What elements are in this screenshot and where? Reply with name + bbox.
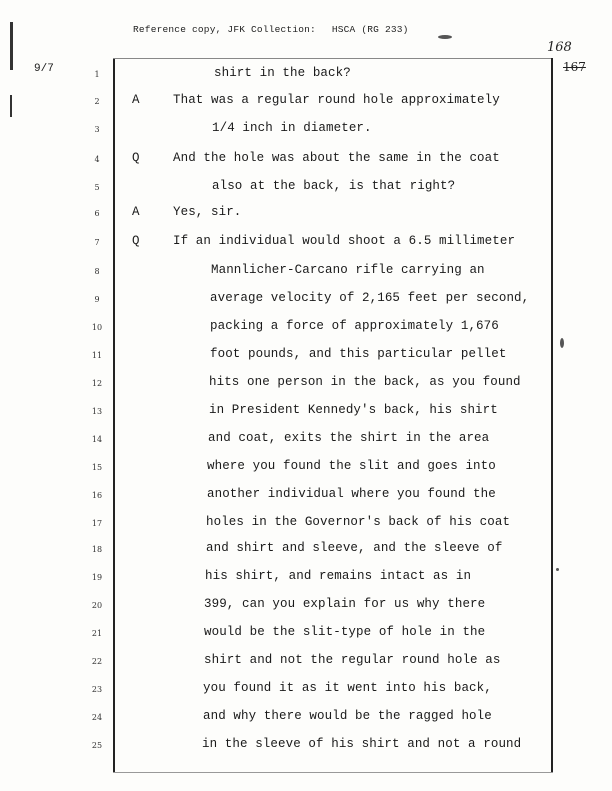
transcript-line [0, 263, 612, 283]
line-number: 16 [91, 491, 103, 500]
line-number: 19 [91, 573, 103, 582]
line-text: shirt and not the regular round hole as [204, 653, 501, 667]
speaker-label: A [132, 205, 140, 219]
transcript-line [0, 597, 612, 617]
line-text: Mannlicher-Carcano rifle carrying an [211, 263, 485, 277]
line-text: That was a regular round hole approximately [173, 93, 500, 107]
line-text: in President Kennedy's back, his shirt [209, 403, 498, 417]
line-text: and why there would be the ragged hole [203, 709, 492, 723]
line-text: where you found the slit and goes into [207, 459, 496, 473]
line-number: 11 [91, 351, 103, 360]
line-number: 5 [94, 183, 100, 192]
header-code: HSCA (RG 233) [331, 24, 409, 35]
page-number-old: 167 [563, 60, 586, 74]
transcript-line [0, 347, 612, 367]
line-number: 1 [94, 70, 100, 79]
transcript-line [0, 66, 612, 86]
transcript-line [0, 291, 612, 311]
line-text: foot pounds, and this particular pellet [210, 347, 507, 361]
speaker-label: Q [132, 151, 140, 165]
line-text: 399, can you explain for us why there [204, 597, 486, 611]
margin-date-note: 9/7 [34, 63, 54, 75]
line-text: also at the back, is that right? [212, 179, 456, 193]
line-number: 14 [91, 435, 103, 444]
line-number: 22 [91, 657, 103, 666]
transcript-line [0, 375, 612, 395]
line-text: And the hole was about the same in the coat [173, 151, 500, 165]
line-number: 9 [94, 295, 100, 304]
line-number: 15 [91, 463, 103, 472]
line-number: 24 [91, 713, 103, 722]
line-number: 7 [94, 238, 100, 247]
speaker-label: A [132, 93, 140, 107]
transcript-line [0, 319, 612, 339]
transcript-line [0, 179, 612, 199]
archive-header [133, 24, 409, 35]
line-text: his shirt, and remains intact as in [205, 569, 472, 583]
line-text: holes in the Governor's back of his coat [206, 515, 511, 529]
transcript-line [0, 151, 612, 171]
transcript-line [0, 93, 612, 113]
transcript-line [0, 681, 612, 701]
line-text: in the sleeve of his shirt and not a round [202, 737, 522, 751]
line-number: 17 [91, 519, 103, 528]
line-text: packing a force of approximately 1,676 [210, 319, 499, 333]
transcript-line [0, 459, 612, 479]
page-number: 168 [547, 40, 572, 55]
line-number: 21 [91, 629, 103, 638]
transcript-line [0, 569, 612, 589]
line-text: and coat, exits the shirt in the area [208, 431, 490, 445]
speaker-label: Q [132, 234, 140, 248]
transcript-line [0, 234, 612, 254]
header-collection: Reference copy, JFK Collection: [133, 24, 316, 35]
transcript-line [0, 541, 612, 561]
line-text: would be the slit-type of hole in the [204, 625, 486, 639]
transcript-line [0, 431, 612, 451]
line-text: average velocity of 2,165 feet per second, [210, 291, 530, 305]
transcript-line [0, 737, 612, 757]
bottom-border-line [113, 772, 553, 773]
line-number: 4 [94, 155, 100, 164]
transcript-line [0, 625, 612, 645]
line-number: 13 [91, 407, 103, 416]
line-text: and shirt and sleeve, and the sleeve of [206, 541, 503, 555]
line-number: 6 [94, 209, 100, 218]
top-border-line [113, 58, 553, 59]
line-number: 18 [91, 545, 103, 554]
transcript-line [0, 205, 612, 225]
line-number: 25 [91, 741, 103, 750]
line-text: shirt in the back? [214, 66, 351, 80]
transcript-line [0, 121, 612, 141]
transcript-line [0, 487, 612, 507]
transcript-line [0, 709, 612, 729]
line-text: hits one person in the back, as you found [209, 375, 521, 389]
line-number: 3 [94, 125, 100, 134]
line-text: 1/4 inch in diameter. [212, 121, 372, 135]
scan-edge-mark [10, 22, 13, 70]
transcript-line [0, 403, 612, 423]
line-text: If an individual would shoot a 6.5 millimeter [173, 234, 516, 248]
line-number: 12 [91, 379, 103, 388]
scan-speck [438, 35, 452, 39]
transcript-line [0, 653, 612, 673]
line-text: you found it as it went into his back, [203, 681, 492, 695]
line-number: 23 [91, 685, 103, 694]
line-number: 8 [94, 267, 100, 276]
line-number: 10 [91, 323, 103, 332]
line-number: 2 [94, 97, 100, 106]
line-text: another individual where you found the [207, 487, 496, 501]
transcript-line [0, 515, 612, 535]
line-number: 20 [91, 601, 103, 610]
line-text: Yes, sir. [173, 205, 242, 219]
